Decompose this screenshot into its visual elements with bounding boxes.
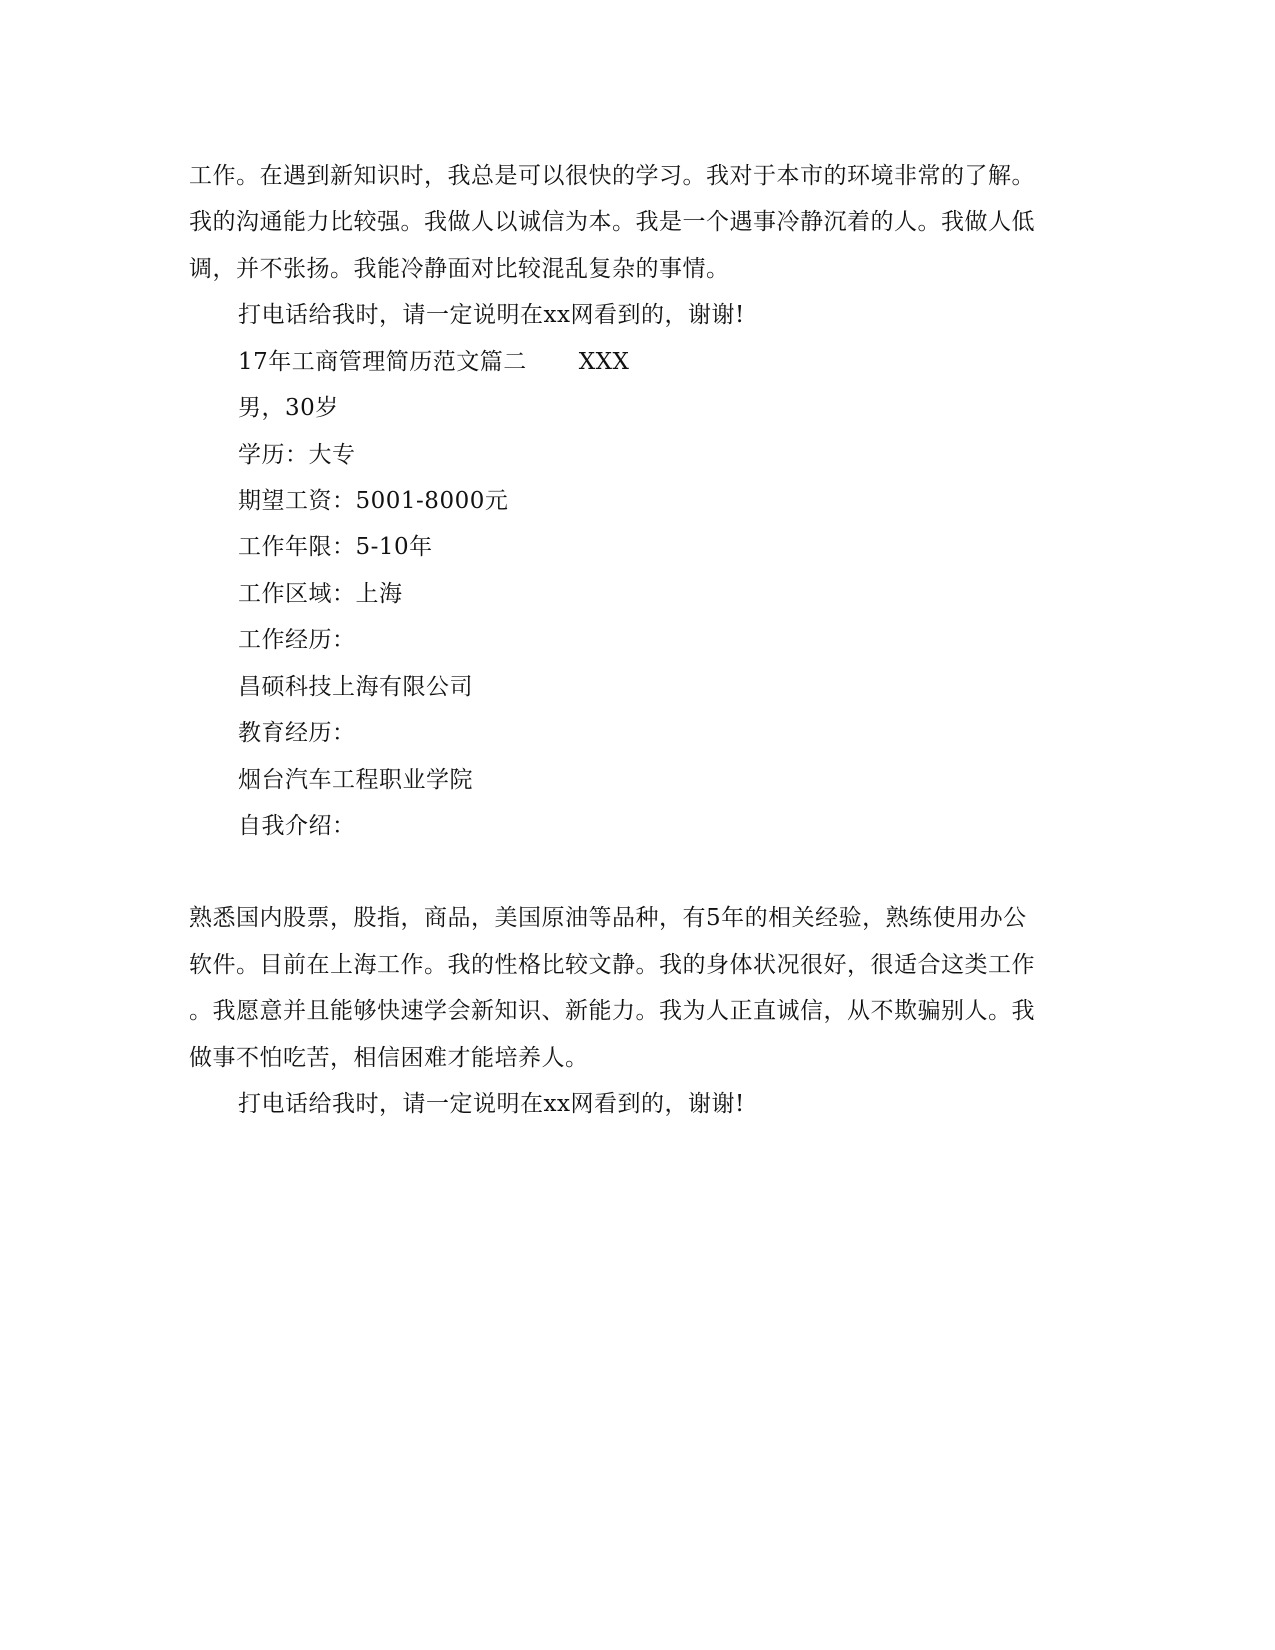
self-intro-line: 做事不怕吃苦，相信困难才能培养人。 <box>189 1045 589 1071</box>
intro-paragraph-line: 调，并不张扬。我能冷静面对比较混乱复杂的事情。 <box>189 256 730 282</box>
self-intro-line: 软件。目前在上海工作。我的性格比较文静。我的身体状况很好，很适合这类工作 <box>189 952 1035 978</box>
resume-heading: 17年工商管理简历范文篇二 <box>238 349 527 375</box>
gender-age: 男，30岁 <box>238 395 339 421</box>
intro-paragraph-line: 我的沟通能力比较强。我做人以诚信为本。我是一个遇事冷静沉着的人。我做人低 <box>189 209 1035 235</box>
school-name: 烟台汽车工程职业学院 <box>238 767 473 793</box>
candidate-name: XXX <box>578 349 630 375</box>
contact-note: 打电话给我时，请一定说明在xx网看到的，谢谢! <box>238 302 745 328</box>
intro-paragraph-line: 工作。在遇到新知识时，我总是可以很快的学习。我对于本市的环境非常的了解。 <box>189 163 1035 189</box>
company-name: 昌硕科技上海有限公司 <box>238 674 473 700</box>
education-label: 教育经历： <box>238 720 356 746</box>
self-intro-line: 熟悉国内股票，股指，商品，美国原油等品种，有5年的相关经验，熟练使用办公 <box>189 905 1027 931</box>
self-intro-line: 。我愿意并且能够快速学会新知识、新能力。我为人正直诚信，从不欺骗别人。我 <box>189 998 1035 1024</box>
work-experience-label: 工作经历： <box>238 627 356 653</box>
work-region: 工作区域：上海 <box>238 581 403 607</box>
work-years: 工作年限：5-10年 <box>238 534 433 560</box>
education-level: 学历：大专 <box>238 442 356 468</box>
self-intro-label: 自我介绍： <box>238 813 356 839</box>
resume-heading-row <box>238 347 629 377</box>
expected-salary: 期望工资：5001-8000元 <box>238 488 509 514</box>
contact-note: 打电话给我时，请一定说明在xx网看到的，谢谢! <box>238 1091 745 1117</box>
